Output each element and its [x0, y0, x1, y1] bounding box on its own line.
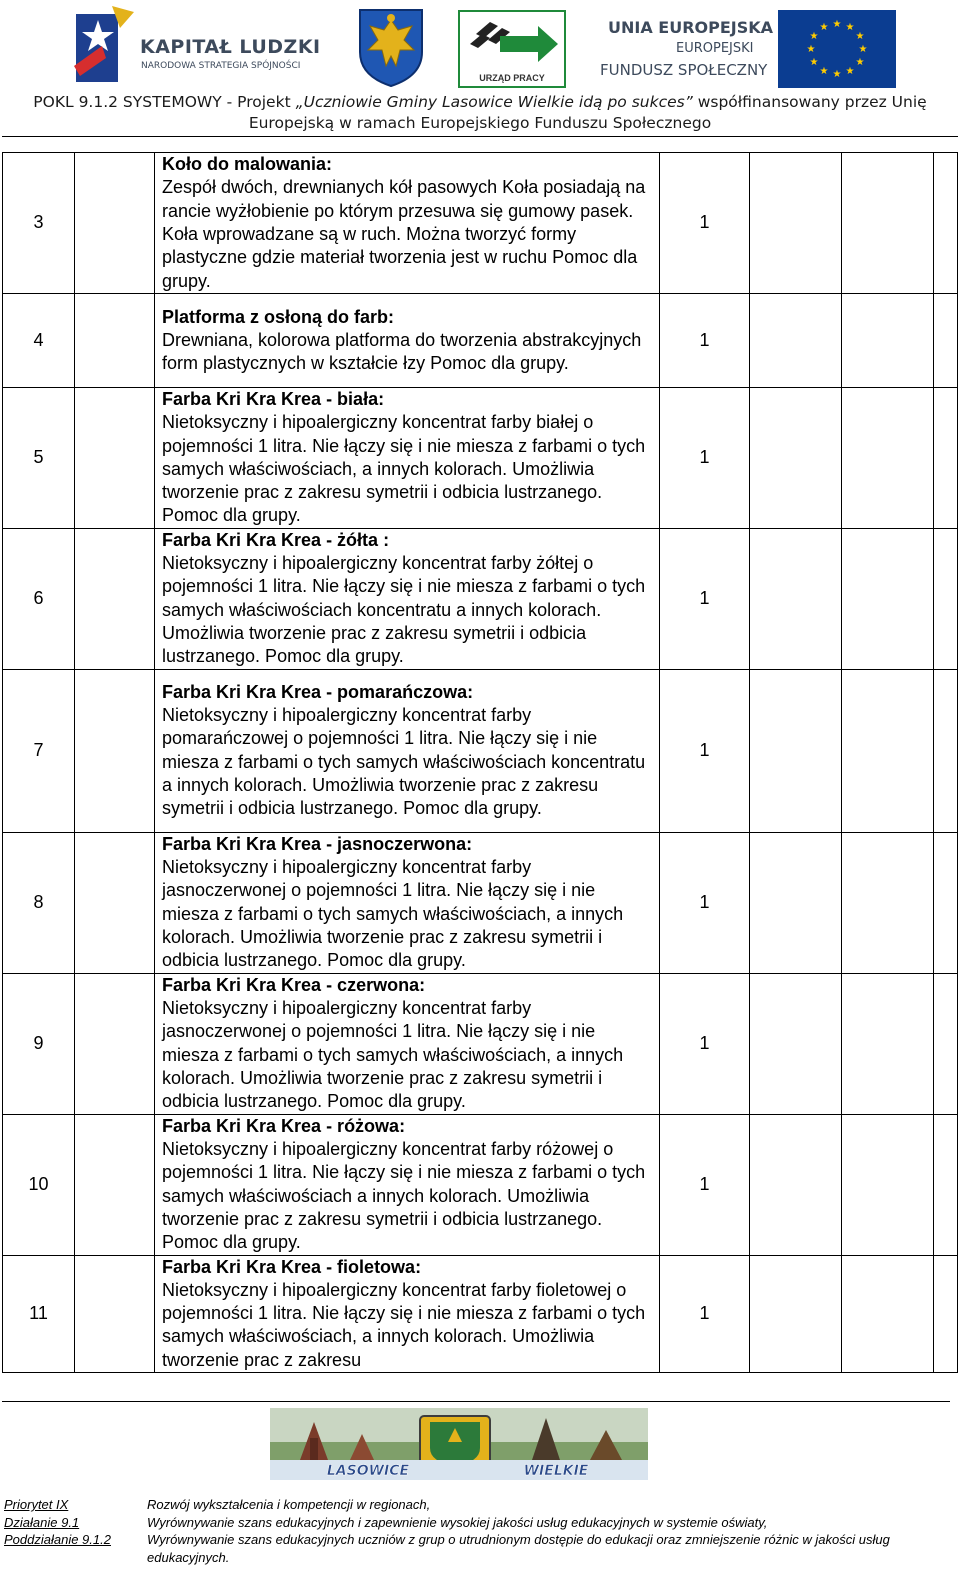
svg-text:★: ★ — [845, 66, 855, 77]
table-row — [3, 1114, 958, 1255]
eu-logo-line1: UNIA EUROPEJSKA — [608, 18, 774, 37]
footer-action: Działanie 9.1 — [4, 1514, 80, 1530]
item-quantity: 1 — [660, 669, 750, 832]
item-quantity: 1 — [660, 388, 750, 529]
svg-text:★: ★ — [809, 57, 819, 68]
item-quantity: 1 — [660, 1255, 750, 1372]
table-row — [3, 294, 958, 388]
table-row — [3, 528, 958, 669]
empty-cell — [750, 669, 842, 832]
items-table-body — [3, 153, 958, 1373]
footer-divider — [2, 1401, 950, 1402]
empty-cell — [75, 294, 155, 388]
footer-desc-priority: Rozwój wykształcenia i kompetencji w regionach, — [147, 1497, 431, 1512]
footer-priority: Priorytet IX — [4, 1497, 69, 1512]
empty-cell — [934, 388, 958, 529]
empty-cell — [75, 153, 155, 294]
svg-text:★: ★ — [855, 31, 865, 42]
urzad-pracy-logo — [458, 10, 566, 88]
empty-cell — [750, 388, 842, 529]
empty-cell — [842, 294, 934, 388]
item-description-cell — [155, 832, 660, 973]
urzad-pracy-label: URZĄD PRACY — [479, 73, 545, 83]
item-number: 7 — [3, 669, 75, 832]
page-header — [0, 0, 960, 140]
item-description-cell — [155, 153, 660, 294]
empty-cell — [934, 528, 958, 669]
empty-cell — [934, 669, 958, 832]
items-table — [2, 152, 958, 1373]
eu-flag-icon — [778, 10, 896, 88]
item-description-cell — [155, 669, 660, 832]
item-title: Farba Kri Kra Krea - czerwona: — [162, 974, 426, 995]
empty-cell — [842, 973, 934, 1114]
item-description-cell — [155, 1255, 660, 1372]
item-number: 3 — [3, 153, 75, 294]
item-number: 10 — [3, 1114, 75, 1255]
footer-program-descriptions — [147, 1496, 952, 1566]
table-row — [3, 153, 958, 294]
kapital-ludzki-logo — [72, 6, 330, 86]
eu-social-fund-logo — [596, 10, 898, 88]
empty-cell — [842, 528, 934, 669]
kapital-ludzki-mark-icon — [72, 6, 136, 86]
item-title: Farba Kri Kra Krea - różowa: — [162, 1115, 406, 1136]
empty-cell — [842, 1255, 934, 1372]
item-quantity: 1 — [660, 1114, 750, 1255]
empty-cell — [934, 1114, 958, 1255]
svg-text:★: ★ — [845, 22, 855, 33]
item-quantity: 1 — [660, 528, 750, 669]
item-number: 9 — [3, 973, 75, 1114]
banner-text-right: WIELKIE — [523, 1463, 589, 1479]
item-description: Nietoksyczny i hipoalergiczny koncentrat farby różowej o pojemności 1 litra. Nie łączy się i nie miesza z farbami o tych samych właściwościach a innych kolorach. Umożliwia tworzenie prac z zakresu symetrii i odbicia lustrzanego. Pomoc dla grupy. — [162, 1138, 646, 1253]
kapital-ludzki-subtitle: NARODOWA STRATEGIA SPÓJNOŚCI — [141, 61, 301, 71]
banner-text-left: LASOWICE — [326, 1463, 410, 1479]
item-quantity: 1 — [660, 294, 750, 388]
item-description: Nietoksyczny i hipoalergiczny koncentrat farby pomarańczowej o pojemności 1 litra. Nie łączy się i nie miesza z farbami o tych samych właściwościach koncentratu a innych kolorach. Umożliwia tworzenie prac z zakresu symetrii i odbicia lustrzanego. Pomoc dla grupy. — [162, 705, 646, 819]
project-caption — [0, 92, 960, 134]
svg-text:★: ★ — [832, 19, 842, 30]
empty-cell — [934, 973, 958, 1114]
item-title: Farba Kri Kra Krea - jasnoczerwona: — [162, 833, 473, 854]
item-title: Farba Kri Kra Krea - biała: — [162, 389, 385, 409]
item-description-cell — [155, 388, 660, 529]
empty-cell — [934, 832, 958, 973]
project-suffix: współfinansowany przez Unię — [692, 93, 927, 111]
project-caption-line2: Europejską w ramach Europejskiego Funduszu Społecznego — [248, 114, 712, 132]
item-description-cell — [155, 973, 660, 1114]
empty-cell — [75, 528, 155, 669]
item-quantity: 1 — [660, 153, 750, 294]
empty-cell — [934, 1255, 958, 1372]
urzad-pracy-arrow-icon — [460, 16, 564, 74]
project-title: „Uczniowie Gminy Lasowice Wielkie idą po sukces” — [295, 93, 693, 111]
item-quantity: 1 — [660, 832, 750, 973]
table-row — [3, 388, 958, 529]
svg-text:★: ★ — [809, 31, 819, 42]
item-number: 11 — [3, 1255, 75, 1372]
table-row — [3, 1255, 958, 1372]
item-description: Nietoksyczny i hipoalergiczny koncentrat farby fioletowej o pojemności 1 litra. Nie łączy się i nie miesza z farbami o tych samych właściwościach, a innych kolorach. Umożliwia tworzenie prac z zakresu — [162, 1279, 646, 1370]
logo-strip — [0, 0, 960, 92]
item-description: Nietoksyczny i hipoalergiczny koncentrat farby żółtej o pojemności 1 litra. Nie łączy się i nie miesza z farbami o tych samych właściwościach koncentratu a innych kolorach. Umożliwia tworzenie prac z zakresu symetrii i odbicia lustrzanego. Pomoc dla grupy. — [162, 553, 646, 667]
empty-cell — [842, 153, 934, 294]
empty-cell — [842, 669, 934, 832]
empty-cell — [750, 294, 842, 388]
svg-text:★: ★ — [832, 69, 842, 80]
empty-cell — [75, 832, 155, 973]
lasowice-wielkie-banner — [270, 1408, 648, 1480]
item-title: Koło do malowania: — [162, 154, 333, 175]
empty-cell — [842, 832, 934, 973]
empty-cell — [750, 973, 842, 1114]
kapital-ludzki-title: KAPITAŁ LUDZKI — [140, 36, 321, 58]
item-description-cell — [155, 1114, 660, 1255]
svg-text:★: ★ — [819, 22, 829, 33]
table-row — [3, 669, 958, 832]
item-description-cell — [155, 294, 660, 388]
empty-cell — [750, 153, 842, 294]
svg-text:★: ★ — [858, 44, 868, 55]
table-row — [3, 973, 958, 1114]
eu-logo-line2: EUROPEJSKI — [676, 41, 754, 56]
item-number: 6 — [3, 528, 75, 669]
svg-text:★: ★ — [819, 66, 829, 77]
item-number: 4 — [3, 294, 75, 388]
svg-text:★: ★ — [855, 57, 865, 68]
item-number: 5 — [3, 388, 75, 529]
empty-cell — [934, 153, 958, 294]
table-row — [3, 832, 958, 973]
empty-cell — [842, 1114, 934, 1255]
footer-desc-subaction: Wyrównywanie szans edukacyjnych uczniów z grup o utrudnionym dostępie do edukacji oraz zmniejszenie różnic w jakości usług edukacyjnych. — [147, 1532, 890, 1565]
item-title: Farba Kri Kra Krea - fioletowa: — [162, 1256, 422, 1277]
item-title: Platforma z osłoną do farb: — [162, 306, 395, 327]
item-description: Nietoksyczny i hipoalergiczny koncentrat farby jasnoczerwonej o pojemności 1 litra. Nie łączy się i nie miesza z farbami o tych samych właściwościach, a innych kolorach. Umożliwia tworzenie prac z zakresu symetrii i odbicia lustrzanego. Pomoc dla grupy. — [162, 857, 624, 971]
item-number: 8 — [3, 832, 75, 973]
empty-cell — [75, 973, 155, 1114]
empty-cell — [842, 388, 934, 529]
empty-cell — [750, 1114, 842, 1255]
item-description: Nietoksyczny i hipoalergiczny koncentrat farby białej o pojemności 1 litra. Nie łączy się i nie miesza z farbami o tych samych właściwościach, a innych kolorach. Umożliwia tworzenie prac z zakresu symetrii i odbicia lustrzanego. Pomoc dla grupy. — [162, 412, 646, 526]
empty-cell — [75, 388, 155, 529]
empty-cell — [750, 528, 842, 669]
project-prefix: POKL 9.1.2 SYSTEMOWY - Projekt — [33, 93, 296, 111]
empty-cell — [75, 1255, 155, 1372]
footer-desc-action: Wyrównywanie szans edukacyjnych i zapewnienie wysokiej jakości usług edukacyjnych w systemie oświaty, — [147, 1514, 768, 1530]
item-quantity: 1 — [660, 973, 750, 1114]
item-description: Nietoksyczny i hipoalergiczny koncentrat farby jasnoczerwonej o pojemności 1 litra. Nie łączy się i nie miesza z farbami o tych samych właściwościach, a innych kolorach. Umożliwia tworzenie prac z zakresu symetrii i odbicia lustrzanego. Pomoc dla grupy. — [162, 998, 624, 1112]
items-table-wrapper — [2, 152, 957, 1373]
empty-cell — [75, 669, 155, 832]
item-description: Drewniana, kolorowa platforma do tworzenia abstrakcyjnych form plastycznych w kształcie łzy Pomoc dla grupy. — [162, 329, 642, 374]
svg-text:★: ★ — [806, 44, 816, 55]
empty-cell — [75, 1114, 155, 1255]
footer-subaction: Poddziałanie 9.1.2 — [4, 1532, 111, 1547]
coat-of-arms-icon — [356, 6, 426, 88]
header-divider — [2, 136, 958, 137]
eu-logo-line3: FUNDUSZ SPOŁECZNY — [600, 61, 768, 79]
footer-program-codes — [4, 1496, 144, 1549]
item-title: Farba Kri Kra Krea - pomarańczowa: — [162, 681, 474, 702]
empty-cell — [750, 1255, 842, 1372]
empty-cell — [934, 294, 958, 388]
item-title: Farba Kri Kra Krea - żółta : — [162, 529, 390, 550]
item-description-cell — [155, 528, 660, 669]
empty-cell — [750, 832, 842, 973]
item-description: Zespół dwóch, drewnianych kół pasowych Koła posiadają na rancie wyżłobienie po którym przesuwa się gumowy pasek. Koła wprowadzane są w ruch. Można tworzyć formy plastyczne gdzie materiał tworzenia jest w ruchu Pomoc dla grupy. — [162, 177, 646, 291]
